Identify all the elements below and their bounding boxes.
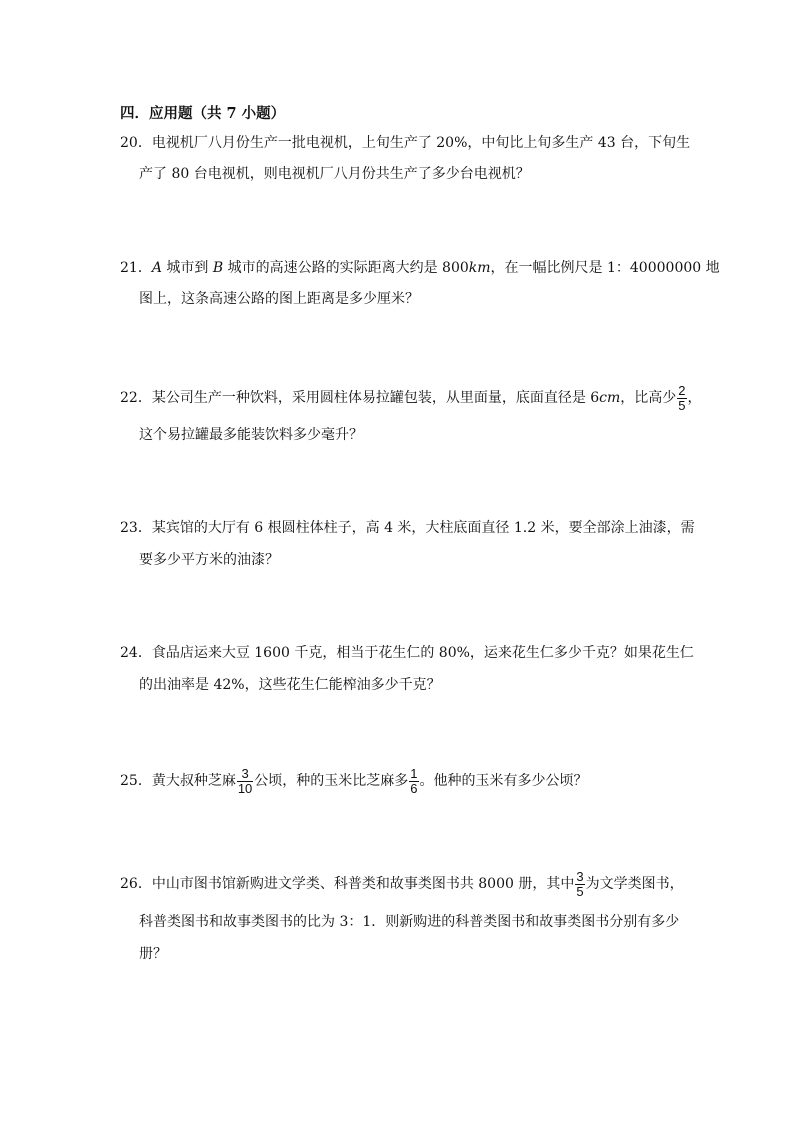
question-26-text-2: 为文学类图书， (585, 876, 684, 892)
fraction-two-fifths (677, 384, 686, 413)
fraction-denominator: 6 (410, 780, 418, 796)
question-26-text-1: 26．中山市图书馆新购进文学类、科普类和故事类图书共 8000 册，其中 (120, 876, 575, 892)
question-25-text-2: 公顷，种的玉米比芝麻多 (254, 773, 409, 789)
question-20-line-2: 产了 80 台电视机，则电视机厂八月份共生产了多少台电视机？ (139, 166, 530, 182)
question-26-line-2: 科普类图书和故事类图书的比为 3：1．则新购进的科普类图书和故事类图书分别有多少 (139, 914, 680, 930)
fraction-denominator: 10 (237, 780, 253, 796)
fraction-one-sixth (409, 767, 418, 796)
question-25-line-1 (120, 764, 588, 798)
question-23-line-2: 要多少平方米的油漆？ (139, 552, 279, 568)
fraction-denominator: 5 (576, 883, 584, 899)
fraction-three-fifths (575, 870, 584, 899)
city-a-label: A (151, 260, 162, 276)
city-b-label: B (212, 260, 224, 276)
question-23-line-1: 23．某宾馆的大厅有 6 根圆柱体柱子，高 4 米，大柱底面直径 1.2 米，要全部涂上油漆，需 (120, 520, 695, 536)
question-21-text-3: ，在一幅比例尺是 1：40000000 地 (490, 260, 720, 276)
section-title: 四．应用题（共 7 小题） (120, 105, 286, 122)
fraction-denominator: 5 (678, 397, 686, 413)
question-25-text-1: 25．黄大叔种芝麻 (120, 773, 236, 789)
question-21-line-1 (120, 258, 720, 278)
question-21-line-2: 图上，这条高速公路的图上距离是多少厘米？ (139, 291, 419, 307)
question-24-line-1: 24．食品店运来大豆 1600 千克，相当于花生仁的 80%，运来花生仁多少千克？如果花生仁 (120, 645, 694, 661)
question-22-text-1: 22．某公司生产一种饮料，采用圆柱体易拉罐包装，从里面量，底面直径是 6 (120, 390, 600, 406)
question-24-line-2: 的出油率是 42%，这些花生仁能榨油多少千克？ (139, 677, 441, 693)
question-22-text-3: ， (687, 390, 702, 406)
question-21-text-1: 城市到 (161, 260, 213, 276)
fraction-numerator: 2 (678, 382, 686, 398)
question-22-line-2: 这个易拉罐最多能装饮料多少毫升？ (139, 427, 363, 443)
question-26-line-1 (120, 867, 684, 901)
question-20-line-1: 20．电视机厂八月份生产一批电视机，上旬生产了 20%，中旬比上旬多生产 43 台，下旬生 (120, 135, 691, 151)
fraction-numerator: 3 (576, 868, 584, 884)
question-21-text-2: 城市的高速公路的实际距离大约是 800 (223, 260, 469, 276)
question-22-text-2: ，比高少 (620, 390, 677, 406)
question-26-line-3: 册？ (139, 946, 167, 962)
fraction-numerator: 1 (410, 765, 418, 781)
question-25-text-3: 。他种的玉米有多少公顷？ (419, 773, 588, 789)
fraction-three-tenths (237, 767, 253, 796)
question-21-number: 21． (120, 260, 152, 276)
question-22-line-1 (120, 381, 702, 415)
cm-unit: cm (599, 390, 621, 406)
fraction-numerator: 3 (237, 767, 253, 782)
km-unit: km (468, 260, 491, 276)
